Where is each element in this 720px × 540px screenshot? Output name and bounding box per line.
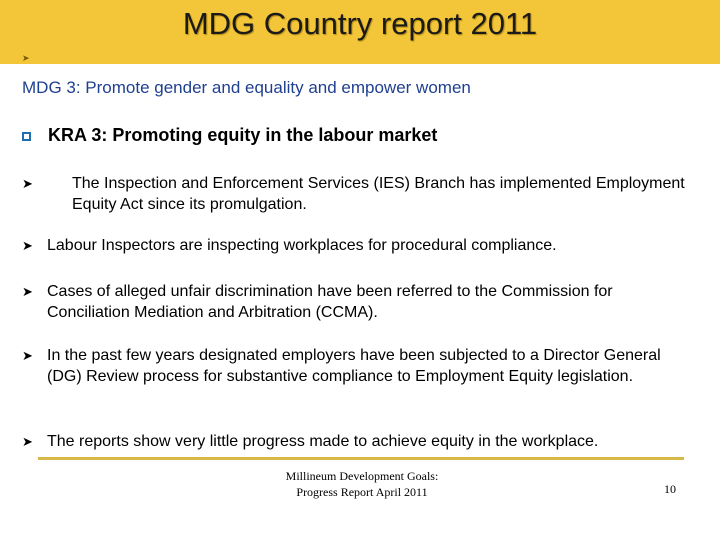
- arrowhead-bullet-icon: ➤: [22, 284, 33, 299]
- arrowhead-bullet-icon: ➤: [22, 238, 33, 253]
- slide-title: MDG Country report 2011: [182, 6, 538, 41]
- arrowhead-bullet-icon: ➤: [22, 176, 33, 191]
- hollow-square-bullet-icon: [22, 132, 31, 141]
- bullet-item: [22, 431, 692, 452]
- footer-line-1: Millineum Development Goals:: [285, 469, 439, 483]
- footer-line-2: Progress Report April 2011: [296, 485, 428, 499]
- arrowhead-bullet-icon: ➤: [22, 434, 33, 449]
- arrowhead-bullet-icon: ➤: [22, 348, 33, 363]
- goal-heading: MDG 3: Promote gender and equality and empower women: [22, 78, 471, 97]
- title-bar: [0, 0, 720, 64]
- bullet-text: Cases of alleged unfair discrimination have been referred to the Commission for Conciliation Mediation and Arbitration (CCMA).: [47, 283, 613, 321]
- bullet-text: The reports show very little progress made to achieve equity in the workplace.: [47, 433, 599, 450]
- bullet-text: In the past few years designated employers have been subjected to a Director General (DG) Review process for substantive compliance to Employment Equity legislation.: [47, 347, 661, 385]
- kra-heading: [22, 125, 437, 146]
- bullet-item: [22, 281, 692, 323]
- bullet-item: [22, 345, 692, 387]
- bullet-item: [22, 235, 692, 256]
- small-arrow-icon: ➤: [22, 53, 30, 63]
- bullet-text: Labour Inspectors are inspecting workplaces for procedural compliance.: [47, 237, 557, 254]
- footer-rule: [38, 457, 684, 460]
- bullet-item: [22, 173, 692, 215]
- bullet-text: The Inspection and Enforcement Services (IES) Branch has implemented Employment Equity Act since its promulgation.: [72, 175, 685, 213]
- footer-caption: [262, 468, 462, 500]
- page-number: 10: [664, 482, 676, 496]
- kra-heading-text: KRA 3: Promoting equity in the labour market: [48, 125, 438, 145]
